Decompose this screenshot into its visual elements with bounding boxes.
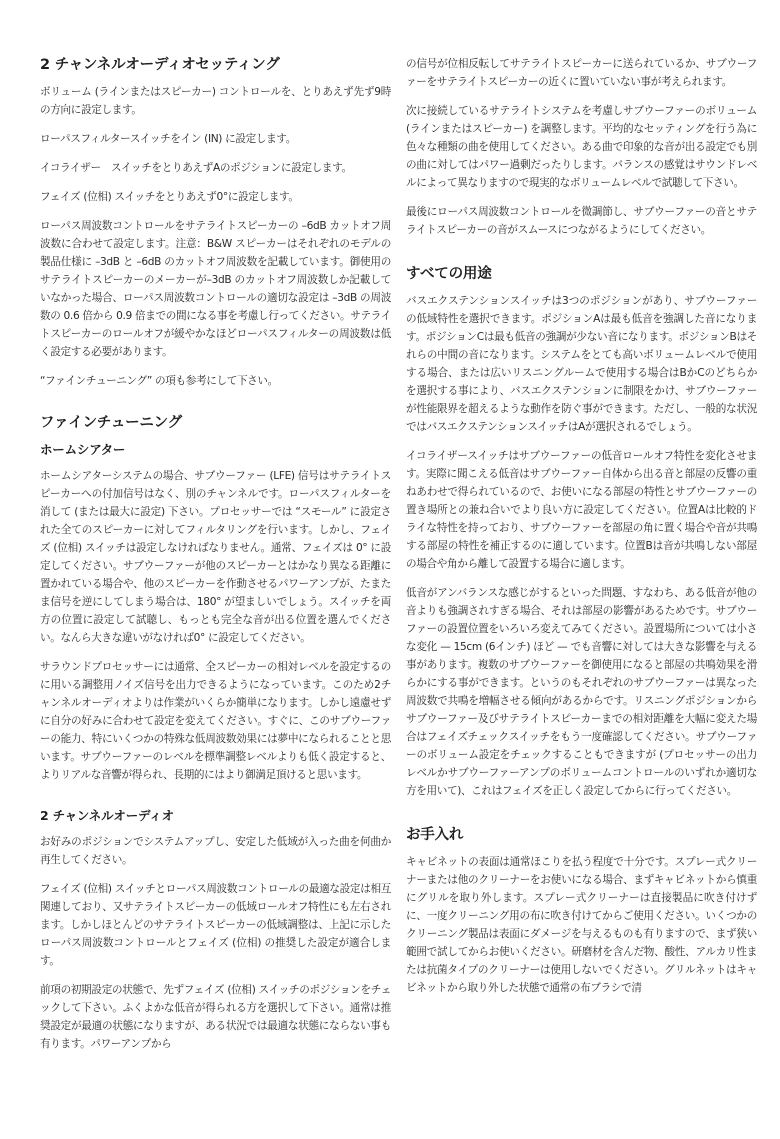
paragraph-lowpass-switch: ローパスフィルタースイッチをイン (IN) に設定します。	[40, 133, 296, 145]
paragraph-phase-lowpass: フェイズ (位相) スイッチとローパス周波数コントロールの最適な設定は相互関連しており、又サテライトスピーカーの低域ロールオフ特性にも左右されます。しかしほとんどのサテライトスピーカーの低域調整は、上記に示したローパス周波数コントロールとフェイズ (位相) の推奨した設定が適合します。	[40, 883, 391, 967]
paragraph-surround-processor: サラウンドプロセッサーには通常、全スピーカーの相対レベルを設定するのに用いる調整用ノイズ信号を出力できるようになっています。このため2チャンネルオーディオよりは作業がいくらか簡単になります。しかし遠慮せずに自分の好みに合わせて設定を変えてください。すぐに、このサブウーファーの能力、特にいくつかの特殊な低周波数効果には夢中になられることと思います。サブウーファーのレベルを標準調整レベルよりも低く設定すると、よりリアルな音響が得られ、長期的にはより御満足頂けると思います。	[40, 661, 391, 781]
paragraph-home-theater: ホームシアターシステムの場合、サブウーファー (LFE) 信号はサテライトスピーカーへの付加信号はなく、別のチャンネルです。ローパスフィルターを消して (または最大に設定) 下さい。プロセッサーでは “スモール” に設定された全てのスピーカーに対してフィルタリングを行います。しかし、フェイズ (位相) スイッチは設定しなければなりません。通常、フェイズは 0° に設定してください。サブウーファーが他のスピーカーとはかなり異なる距離に置かれている場合や、他のスピーカーを作動させるパワーアンプが、たまたま信号を逆にしてしまう場合は、180° が望ましいでしょう。スイッチを両方の位置に設定して試聴し、もっとも完全な音が出る位置を選んでください。なんら大きな違いがなければ0° に設定してください。	[40, 470, 391, 644]
paragraph-final-adjust: 最後にローパス周波数コントロールを微調節し、サブウーファーの音とサテライトスピーカーの音がスムースにつながるようにしてください。	[406, 206, 757, 236]
right-column	[406, 55, 757, 1008]
paragraph-equalizer: イコライザー スイッチをとりあえずAのポジションに設定します。	[40, 162, 352, 174]
paragraph-system-setup: お好みのポジションでシステムアップし、安定した低域が入った曲を何曲か再生してください。	[40, 836, 391, 866]
heading-care: お手入れ	[406, 827, 464, 843]
paragraph-initial-check: 前項の初期設定の状態で、先ずフェイズ (位相) スイッチのポジションをチェックして下さい。ふくよかな低音が得られる方を選択して下さい。通常は推奨設定が最適の状態になりますが、ある状況では最適な状態にならない事も有ります。パワーアンプから	[40, 984, 391, 1050]
heading-fine-tuning: ファインチューニング	[40, 415, 182, 431]
heading-home-theater: ホームシアター	[40, 442, 126, 457]
heading-two-channel: 2 チャンネルオーディオ	[40, 808, 174, 823]
heading-all-uses: すべての用途	[406, 266, 492, 282]
paragraph-see-fine-tuning: “ファインチューニング” の項も参考にして下さい。	[40, 375, 278, 387]
paragraph-phase: フェイズ (位相) スイッチをとりあえず0°に設定します。	[40, 191, 299, 203]
heading-two-channel-setting: 2 チャンネルオーディオセッティング	[40, 57, 280, 73]
paragraph-subwoofer-volume: 次に接続しているサテライトシステムを考慮しサブウーファーのボリューム (ラインまたはスピーカー) を調整します。平均的なセッティングを行う為に色々な種類の曲を使用してください。ある曲で印象的な音が出る設定でも別の曲に対してはパワー過剰だったりします。バランスの感覚はサウンドレベルによって異なりますので現実的なボリュームレベルで試聴して下さい。	[406, 105, 757, 189]
left-column	[40, 55, 391, 1064]
paragraph-volume: ボリューム (ラインまたはスピーカー) コントロールを、とりあえず先ず9時の方向に設定します。	[40, 86, 391, 116]
paragraph-cabinet-care: キャビネットの表面は通常ほこりを払う程度で十分です。スプレー式クリーナーまたは他のクリーナーをお使いになる場合、まずキャビネットから慎重にグリルを取り外します。スプレー式クリーナーは直接製品に吹き付けずに、一度クリーニング用の布に吹き付けてからご使用ください。いくつかのクリーニング製品は表面にダメージを与えるものも有りますので、まず狭い範囲で試してからお使いください。研磨材を含んだ物、酸性、アルカリ性または抗菌タイプのクリーナーは使用しないでください。グリルネットはキャビネットから取り外した状態で通常の布ブラシで清	[406, 856, 757, 994]
paragraph-bass-extension: バスエクステンションスイッチは3つのポジションがあり、サブウーファーの低域特性を選択できます。ポジションAは最も低音を強調した音になります。ポジションCは最も低音の強調が少ない音になります。ポジションBはそれらの中間の音になります。システムをとても高いボリュームレベルで使用する場合、または広いリスニングルームで使用する場合はBかCのどちらかを選択する事により、バスエクステンションに制限をかけ、サブウーファーが性能限界を超えるような動作を防ぐ事ができます。ただし、一般的な状況ではバスエクステンションスイッチはAが選択されるでしょう。	[406, 295, 757, 433]
paragraph-signal-inverted: の信号が位相反転してサテライトスピーカーに送られているか、サブウーファーをサテライトスピーカーの近くに置いていない事が考えられます。	[406, 58, 757, 88]
paragraph-lowpass-frequency: ローパス周波数コントロールをサテライトスピーカーの –6dB カットオフ周波数に合わせて設定します。注意：B&W スピーカーはそれぞれのモデルの製品仕様に –3dB と –6dB のカットオフ周波数を記載しています。御使用のサテライトスピーカーのメーカーが–3dB のカットオフ周波数しか記載していなかった場合、ローパス周波数コントロールの適切な設定は –3dB の周波数の 0.6 倍から 0.9 倍までの間になる事を考慮し行ってください。サテライトスピーカーのロールオフが緩やかなほどローパスフィルターの周波数は低く設定する必要があります。	[40, 220, 391, 358]
paragraph-room-effects: 低音がアンバランスな感じがするといった問題、すなわち、ある低音が他の音よりも強調されすぎる場合、それは部屋の影響があるためです。サブウーファーの設置位置をいろいろ変えてみてください。設置場所については小さな変化 — 15cm (6インチ) ほど — でも音響に対しては大きな影響を与える事があります。複数のサブウーファーを御使用になると部屋の共鳴効果を滑らかにする事ができます。というのもそれぞれのサブウーファーは異なった周波数で共鳴を増幅させる傾向があるからです。リスニングポジションからサブウーファー及びサテライトスピーカーまでの相対距離を大幅に変えた場合はフェイズチェックスイッチをもう一度確認してください。サブウーファーのボリューム設定をチェックすることもできますが (プロセッサーの出力レベルかサブウーファーアンプのボリュームコントロールのいずれか適切な方を用いて)、これはフェイズを正しく設定してからに行ってください。	[406, 587, 757, 797]
paragraph-equalizer-switch: イコライザースイッチはサブウーファーの低音ロールオフ特性を変化させます。実際に聞こえる低音はサブウーファー自体から出る音と部屋の反響の重ねあわせで得られているので、お使いになる部屋の特性とサブウーファーの置き場所との兼ね合いでより良い方に設定してください。位置Aは比較的ドライな特性を持っており、サブウーファーを部屋の角に置く場合や音が共鳴する部屋の特性を補正するのに適しています。位置Bは音が共鳴しない部屋の場合や角から離して設置する場合に適します。	[406, 450, 757, 570]
